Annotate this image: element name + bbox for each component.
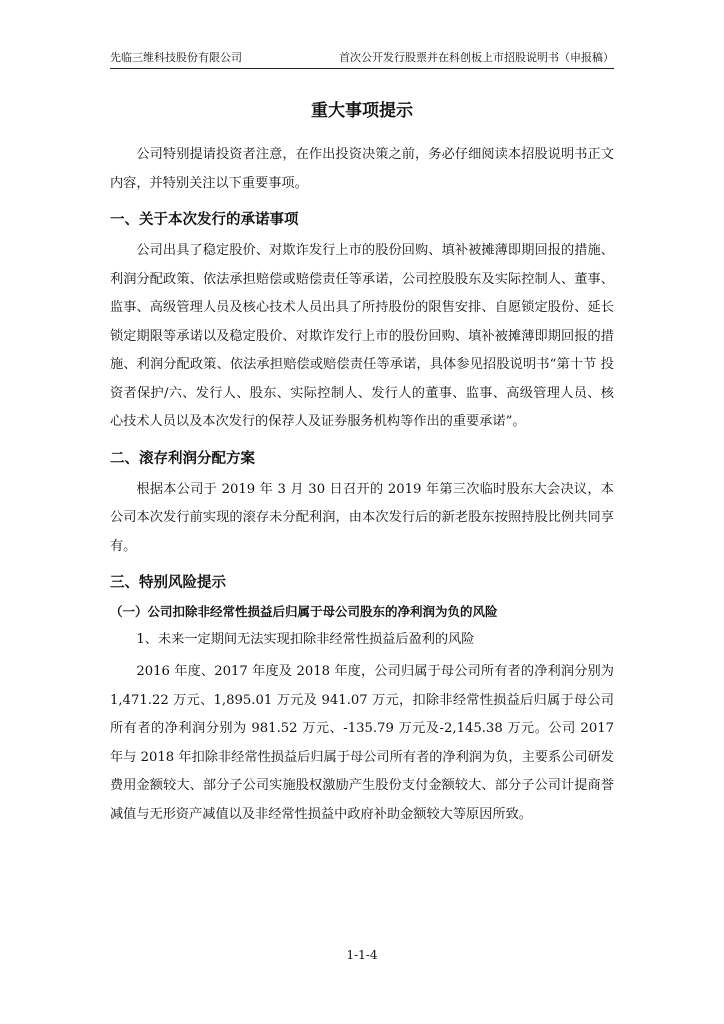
- page-header: [110, 50, 614, 69]
- risk-item-heading: 1、未来一定期间无法实现扣除非经常性损益后盈利的风险: [136, 632, 475, 647]
- profit-distribution-paragraph: 根据本公司于 2019 年 3 月 30 日召开的 2019 年第三次临时股东大会决议，本公司本次发行前实现的滚存未分配利润，由本次发行后的新老股东按照持股比例共同享有。: [110, 481, 614, 554]
- intro-paragraph: 公司特别提请投资者注意，在作出投资决策之前，务必仔细阅读本招股说明书正文内容，并特别关注以下重要事项。: [110, 147, 614, 191]
- risk-paragraph: 2016 年度、2017 年度及 2018 年度，公司归属于母公司所有者的净利润分别为 1,471.22 万元、1,895.01 万元及 941.07 万元，扣除非经常性损益后归属于母公司所有者的净利润分别为 981.52 万元、-135.79 万元及-2,145.38 万元。公司 2017 年与 2018 年扣除非经常性损益后归属于母公司所有者的净利润为负，主要系公司研发费用金额较大、部分子公司实施股权激励产生股份支付金额较大、部分子公司计提商誉减值与无形资产减值以及非经常性损益中政府补助金额较大等原因所致。: [110, 664, 614, 822]
- header-document-title: 首次公开发行股票并在科创板上市招股说明书（申报稿）: [339, 51, 614, 64]
- page-content: [110, 96, 614, 829]
- page-number: 1-1-4: [346, 948, 378, 962]
- risk-subheading: （一）公司扣除非经常性损益后归属于母公司股东的净利润为负的风险: [110, 604, 498, 619]
- commitments-paragraph: 公司出具了稳定股价、对欺诈发行上市的股份回购、填补被摊薄即期回报的措施、利润分配政策、依法承担赔偿或赔偿责任等承诺，公司控股股东及实际控制人、董事、监事、高级管理人员及核心技术人员出具了所持股份的限售安排、自愿锁定股份、延长锁定期限等承诺以及稳定股价、对欺诈发行上市的股份回购、填补被摊薄即期回报的措施、利润分配政策、依法承担赔偿或赔偿责任等承诺，具体参见招股说明书“第十节 投资者保护/六、发行人、股东、实际控制人、发行人的董事、监事、高级管理人员、核心技术人员以及本次发行的保荐人及证券服务机构等作出的重要承诺”。: [110, 243, 614, 429]
- header-company: 先临三维科技股份有限公司: [110, 51, 242, 64]
- section-heading-risk: 三、特别风险提示: [110, 575, 226, 591]
- section-heading-profit-distribution: 二、滚存利润分配方案: [110, 450, 255, 467]
- page-title: 重大事项提示: [311, 101, 413, 121]
- section-heading-commitments: 一、关于本次发行的承诺事项: [110, 212, 299, 228]
